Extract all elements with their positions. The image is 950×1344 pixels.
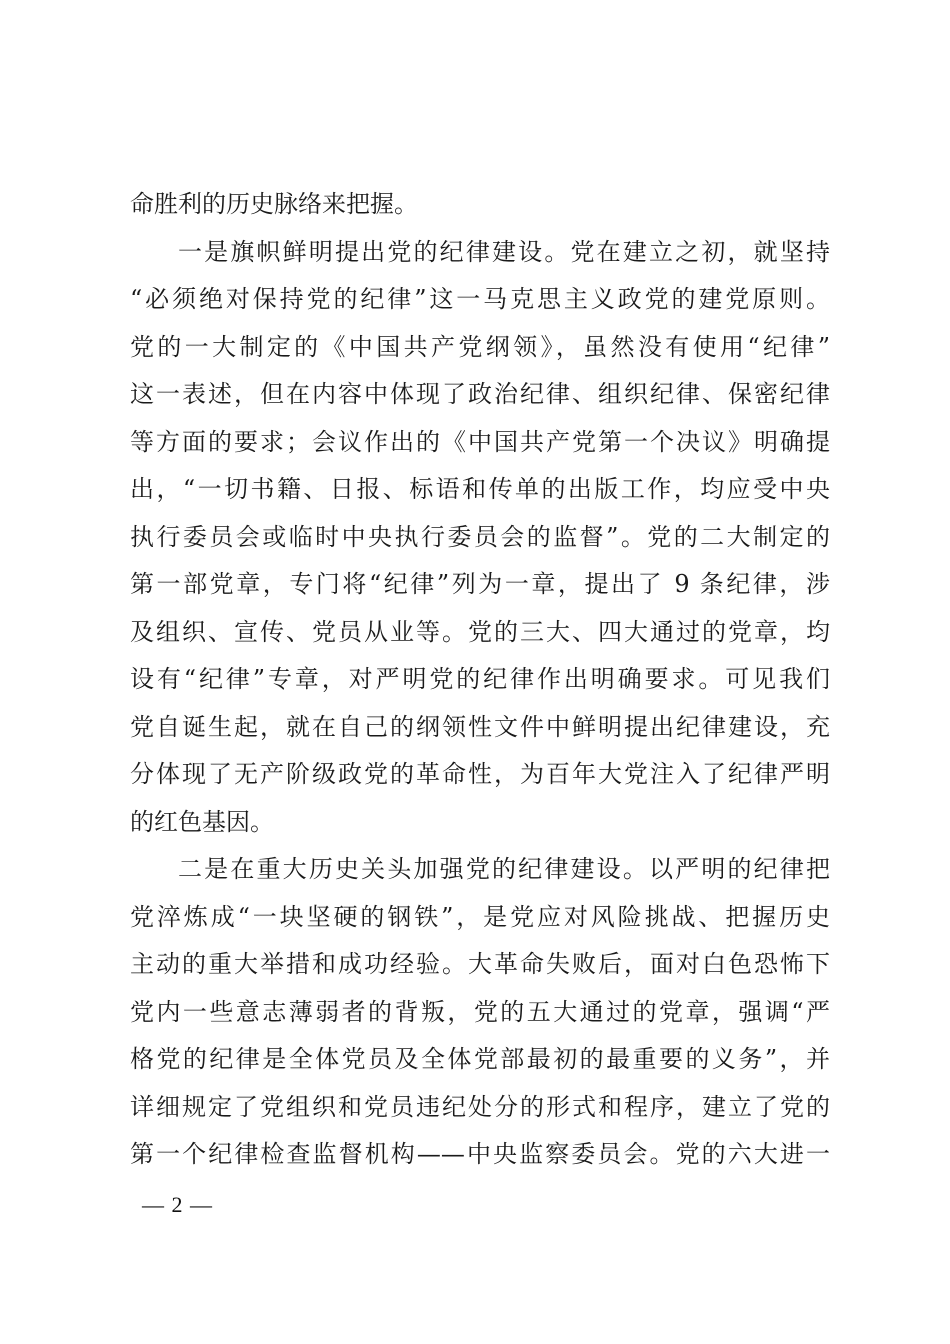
- text-line: 等方面的要求；会议作出的《中国共产党第一个决议》明确提: [130, 427, 830, 456]
- page-number: — 2 —: [142, 1192, 213, 1217]
- text-line: 设有“纪律”专章，对严明党的纪律作出明确要求。可见我们: [130, 665, 830, 693]
- text-line: 详细规定了党组织和党员违纪处分的形式和程序，建立了党的: [130, 1092, 830, 1121]
- text-line: 党自诞生起，就在自己的纲领性文件中鲜明提出纪律建设，充: [130, 712, 830, 741]
- text-line: 第一个纪律检查监督机构——中央监察委员会。党的六大进一: [130, 1140, 830, 1168]
- text-line: 分体现了无产阶级政党的革命性，为百年大党注入了纪律严明: [130, 760, 830, 788]
- paragraph-2-first-line: 二是在重大历史关头加强党的纪律建设。以严明的纪律把: [178, 855, 830, 883]
- text-line: 及组织、宣传、党员从业等。党的三大、四大通过的党章，均: [130, 617, 830, 646]
- text-line: 的红色基因。: [130, 807, 274, 836]
- body-text: [130, 181, 830, 1179]
- text-line: 主动的重大举措和成功经验。大革命失败后，面对白色恐怖下: [130, 950, 830, 978]
- text-line: 命胜利的历史脉络来把握。: [130, 190, 418, 218]
- text-line: 这一表述，但在内容中体现了政治纪律、组织纪律、保密纪律: [130, 380, 830, 408]
- text-line: “必须绝对保持党的纪律”这一马克思主义政党的建党原则。: [130, 285, 830, 313]
- text-line: 党的一大制定的《中国共产党纲领》，虽然没有使用“纪律”: [130, 332, 830, 361]
- text-line: 第一部党章，专门将“纪律”列为一章，提出了 9 条纪律，涉: [130, 570, 830, 598]
- text-line: 执行委员会或临时中央执行委员会的监督”。党的二大制定的: [130, 522, 830, 551]
- paragraph-1-first-line: 一是旗帜鲜明提出党的纪律建设。党在建立之初，就坚持: [178, 237, 830, 266]
- text-line: 党内一些意志薄弱者的背叛，党的五大通过的党章，强调“严: [130, 997, 830, 1026]
- text-line: 出，“一切书籍、日报、标语和传单的出版工作，均应受中央: [130, 475, 830, 503]
- text-line: 党淬炼成“一块坚硬的钢铁”，是党应对风险挑战、把握历史: [130, 902, 830, 931]
- text-line: 格党的纪律是全体党员及全体党部最初的最重要的义务”，并: [130, 1045, 830, 1073]
